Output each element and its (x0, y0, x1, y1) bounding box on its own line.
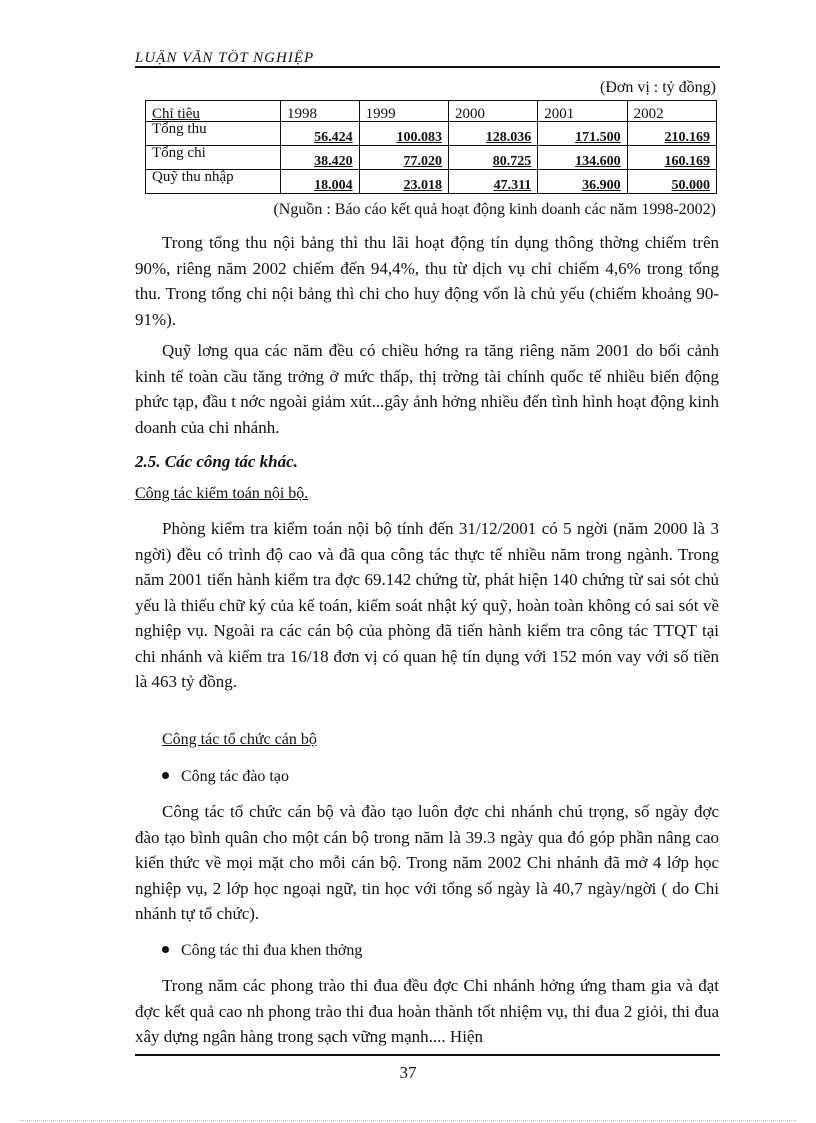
table-row (146, 122, 717, 146)
table-cell: 18.004 (281, 170, 360, 194)
column-header: 1999 (359, 101, 448, 122)
column-header: 1998 (281, 101, 360, 122)
table-cell: 160.169 (627, 146, 716, 170)
column-header: Chỉ tiêu (146, 101, 281, 122)
table-cell: 38.420 (281, 146, 360, 170)
paragraph-audit: Phòng kiểm tra kiểm toán nội bộ tính đến 31/12/2001 có 5 ngời (năm 2000 là 3 ngời) đều có trình độ cao và đã qua công tác thực tế nhiều năm trong ngành. Trong năm 2001 tiến hành kiểm tra đợc 69.142 chứng từ, phát hiện 140 chứng từ sai sót chủ yếu là thiếu chữ ký của kế toán, kiểm soát nhật ký quỹ, hoàn toàn không có sai sót về nghiệp vụ. Ngoài ra các cán bộ của phòng đã tiến hành kiểm tra công tác TTQT tại chi nhánh và kiểm tra 16/18 đơn vị có quan hệ tín dụng với 152 món vay với số tiền là 463 tỷ đồng. (135, 519, 719, 691)
row-label: Quỹ thu nhập (146, 170, 281, 194)
audit-subheading: Công tác kiểm toán nội bộ. (135, 485, 309, 502)
table-cell: 77.020 (359, 146, 448, 170)
bullet-training (162, 768, 289, 786)
section-heading: 2.5. Các công tác khác. (135, 452, 298, 471)
bullet-emulation (162, 942, 362, 960)
running-header: LUẬN VĂN TỐT NGHIỆP (135, 50, 720, 68)
table-cell: 128.036 (448, 122, 537, 146)
column-header: 2000 (448, 101, 537, 122)
row-label: Tổng thu (146, 122, 281, 146)
column-header: 2001 (538, 101, 627, 122)
table-cell: 50.000 (627, 170, 716, 194)
paragraph-salary-fund: Quỹ lơng qua các năm đều có chiều hớng ra tăng riêng năm 2001 do bối cảnh kinh tế toàn cầu tăng trởng ở mức thấp, thị trờng tài chính quốc tế nhiều biến động phức tạp, đầu t nớc ngoài giảm xút...gây ảnh hởng nhiều đến tình hình hoạt động kinh doanh của chi nhánh. (135, 341, 719, 437)
bullet-icon (162, 946, 169, 953)
page-number: 37 (399, 1063, 417, 1082)
bullet-label: Công tác đào tạo (181, 768, 289, 785)
table-row (146, 146, 717, 170)
table-header-row (146, 101, 717, 122)
row-label: Tổng chi (146, 146, 281, 170)
table-cell: 100.083 (359, 122, 448, 146)
table-cell: 47.311 (448, 170, 537, 194)
table-cell: 56.424 (281, 122, 360, 146)
org-subheading: Công tác tổ chức cán bộ (162, 731, 317, 748)
unit-note: (Đơn vị : tỷ đồng) (599, 79, 716, 96)
paragraph-revenue: Trong tổng thu nội bảng thì thu lãi hoạt động tín dụng thông thờng chiếm trên 90%, riêng năm 2002 chiếm đến 94,4%, thu từ dịch vụ chỉ chiếm 4,6% trong tổng thu. Trong tổng chi nội bảng thì chi cho huy động vốn là chủ yếu (chiếm khoảng 90-91%). (135, 233, 719, 329)
table-row (146, 170, 717, 194)
table-cell: 210.169 (627, 122, 716, 146)
financial-table (145, 100, 717, 194)
table-cell: 80.725 (448, 146, 537, 170)
paragraph-emulation: Trong năm các phong trào thi đua đều đợc Chi nhánh hởng ứng tham gia và đạt đợc kết quả cao nh phong trào thi đua hoàn thành tốt nhiệm vụ, thi đua 2 giỏi, thi đua xây dựng ngân hàng trong sạch vững mạnh.... Hiện (135, 976, 719, 1046)
column-header: 2002 (627, 101, 716, 122)
bullet-icon (162, 772, 169, 779)
table-cell: 23.018 (359, 170, 448, 194)
bullet-label: Công tác thi đua khen thởng (181, 942, 363, 959)
table-cell: 134.600 (538, 146, 627, 170)
footer-rule (135, 1054, 720, 1056)
table-cell: 36.900 (538, 170, 627, 194)
paragraph-training: Công tác tổ chức cán bộ và đào tạo luôn đợc chi nhánh chú trọng, số ngày đợc đào tạo bình quân cho một cán bộ trong năm là 39.3 ngày qua đó góp phần nâng cao kiến thức về mọi mặt cho mỗi cán bộ. Trong năm 2002 Chi nhánh đã mở 4 lớp học nghiệp vụ, 2 lớp học ngoại ngữ, tin học với tổng số ngày là 40,7 ngày/ngời ( do Chi nhánh tự tổ chức). (135, 802, 719, 923)
table-source-note: (Nguồn : Báo cáo kết quả hoạt động kinh doanh các năm 1998-2002) (273, 201, 716, 218)
table-cell: 171.500 (538, 122, 627, 146)
page-edge-divider (20, 1120, 796, 1121)
